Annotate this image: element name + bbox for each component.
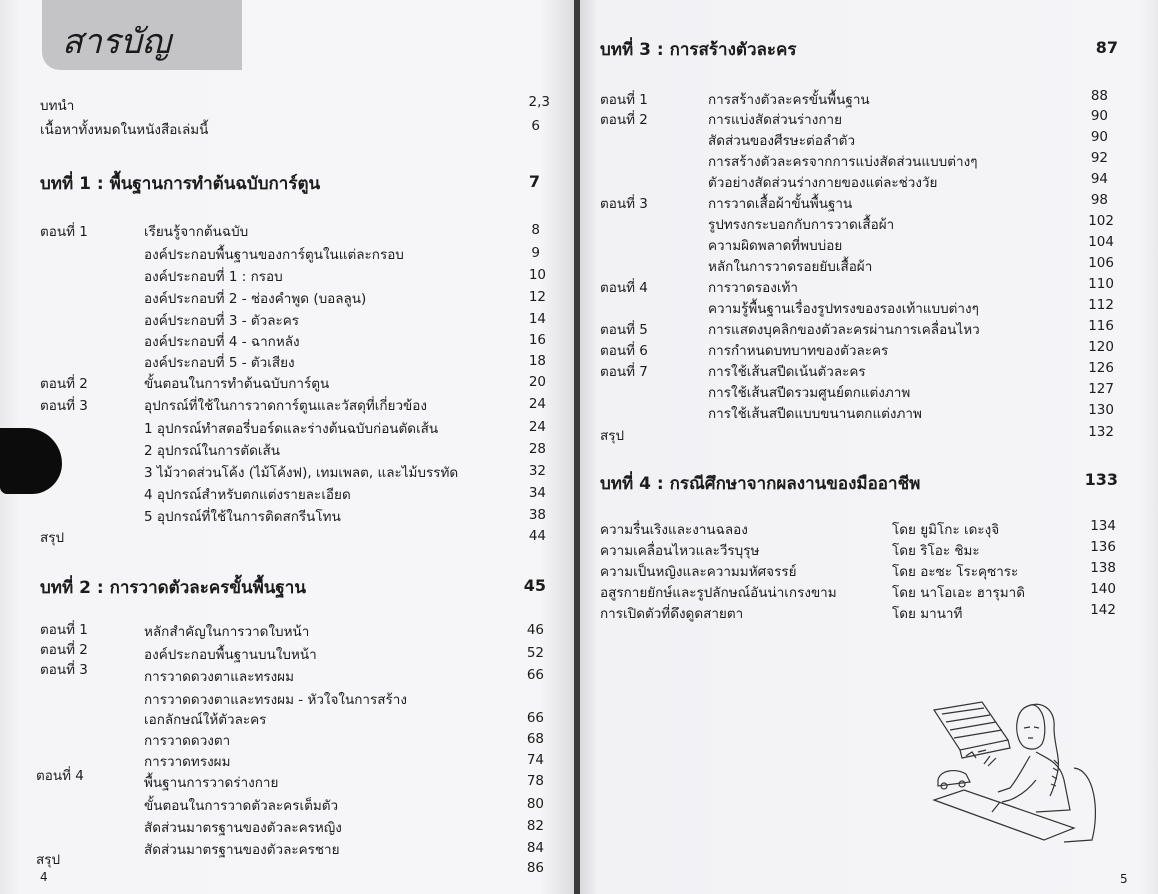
- toc-entry-page: 28: [528, 441, 546, 457]
- case-study-title: ความรื่นเริงและงานฉลอง: [600, 522, 748, 538]
- page-number: 5: [1120, 872, 1128, 886]
- toc-entry-title: บทนำ: [40, 98, 75, 114]
- toc-entry-title: เอกลักษณ์ให้ตัวละคร: [144, 712, 267, 728]
- toc-entry-title: รูปทรงกระบอกกับการวาดเสื้อผ้า: [708, 217, 895, 233]
- section-label: ตอนที่ 1: [40, 224, 88, 240]
- toc-entry-title: ขั้นตอนในการวาดตัวละครเต็มตัว: [144, 798, 339, 814]
- toc-entry-page: 126: [1088, 360, 1114, 376]
- toc-entry-page: 98: [1090, 192, 1108, 208]
- chapter-1-heading: บทที่ 1 : พื้นฐานการทำต้นฉบับการ์ตูน: [40, 174, 321, 194]
- chapter-2-page: 45: [523, 576, 546, 595]
- section-label: ตอนที่ 2: [600, 112, 648, 128]
- summary-label: สรุป: [600, 428, 625, 444]
- toc-entry-page: 12: [528, 289, 546, 305]
- toc-entry-title: การวาดทรงผม: [144, 754, 231, 770]
- case-study-title: ความเป็นหญิงและความมหัศจรรย์: [600, 564, 797, 580]
- toc-entry-title: การวาดดวงตา: [144, 733, 231, 749]
- toc-entry-title: การวาดเสื้อผ้าขั้นพื้นฐาน: [708, 196, 853, 212]
- summary-label: สรุป: [40, 530, 65, 546]
- toc-title: สารบัญ: [62, 22, 171, 62]
- toc-entry-page: 80: [526, 796, 544, 812]
- toc-entry-page: 66: [526, 667, 544, 683]
- toc-entry-title: เรียนรู้จากต้นฉบับ: [144, 224, 249, 240]
- toc-entry-title: การใช้เส้นสปีดเน้นตัวละคร: [708, 364, 866, 380]
- chapter-1-page: 7: [528, 172, 540, 191]
- girl-drawing-illustration: [924, 700, 1114, 850]
- chapter-4-heading: บทที่ 4 : กรณีศึกษาจากผลงานของมืออาชีพ: [600, 474, 921, 494]
- toc-entry-page: 136: [1090, 539, 1116, 555]
- toc-entry-page: 44: [528, 528, 546, 544]
- toc-entry-title: การแสดงบุคลิกของตัวละครผ่านการเคลื่อนไหว: [708, 322, 980, 338]
- toc-entry-page: 68: [526, 731, 544, 747]
- toc-entry-page: 120: [1088, 339, 1114, 355]
- section-label: ตอนที่ 3: [40, 662, 88, 678]
- section-label: ตอนที่ 2: [40, 642, 88, 658]
- toc-entry-page: 52: [526, 645, 544, 661]
- toc-entry-page: 88: [1090, 88, 1108, 104]
- chapter-3-heading: บทที่ 3 : การสร้างตัวละคร: [600, 40, 797, 60]
- toc-entry-title: สัดส่วนมาตรฐานของตัวละครชาย: [144, 842, 340, 858]
- toc-entry-page: 20: [528, 374, 546, 390]
- chapter-2-heading: บทที่ 2 : การวาดตัวละครขั้นพื้นฐาน: [40, 578, 306, 598]
- toc-entry-title: การวาดดวงตาและทรงผม - หัวใจในการสร้าง: [144, 692, 407, 708]
- case-study-title: การเปิดตัวที่ดึงดูดสายตา: [600, 606, 744, 622]
- page-number: 4: [40, 870, 48, 884]
- toc-entry-page: 32: [528, 463, 546, 479]
- toc-entry-title: การแบ่งสัดส่วนร่างกาย: [708, 112, 843, 128]
- toc-entry-title: ขั้นตอนในการทำต้นฉบับการ์ตูน: [144, 376, 330, 392]
- toc-entry-page: 6: [531, 118, 540, 134]
- case-study-author: โดย นาโอเอะ ฮารุมาดิ: [892, 585, 1025, 601]
- section-label: ตอนที่ 3: [40, 398, 88, 414]
- toc-entry-page: 66: [526, 710, 544, 726]
- toc-entry-page: 138: [1090, 560, 1116, 576]
- toc-entry-page: 9: [531, 245, 540, 261]
- toc-entry-page: 8: [531, 222, 540, 238]
- case-study-author: โดย ยูมิโกะ เดะงุจิ: [892, 522, 1000, 538]
- toc-entry-page: 24: [528, 419, 546, 435]
- toc-entry-page: 106: [1088, 255, 1114, 271]
- toc-entry-title: หลักสำคัญในการวาดใบหน้า: [144, 624, 310, 640]
- toc-entry-title: สัดส่วนของศีรษะต่อลำตัว: [708, 133, 856, 149]
- case-study-title: ความเคลื่อนไหวและวีรบุรุษ: [600, 543, 760, 559]
- section-label: ตอนที่ 3: [600, 196, 648, 212]
- summary-label: สรุป: [36, 852, 61, 868]
- chapter-3-page: 87: [1095, 38, 1118, 57]
- toc-entry-title: ความรู้พื้นฐานเรื่องรูปทรงของรองเท้าแบบต่างๆ: [708, 301, 979, 317]
- toc-entry-title: องค์ประกอบที่ 2 - ช่องคำพูด (บอลลูน): [144, 291, 367, 307]
- toc-entry-title: 2 อุปกรณ์ในการตัดเส้น: [144, 443, 280, 459]
- toc-entry-title: การกำหนดบทบาทของตัวละคร: [708, 343, 889, 359]
- case-study-author: โดย อะซะ โระคุซาระ: [892, 564, 1019, 580]
- chapter-4-page: 133: [1084, 470, 1118, 489]
- toc-entry-title: พื้นฐานการวาดร่างกาย: [144, 775, 279, 791]
- toc-entry-page: 102: [1088, 213, 1114, 229]
- toc-entry-page: 130: [1088, 402, 1114, 418]
- toc-entry-title: อุปกรณ์ที่ใช้ในการวาดการ์ตูนและวัสดุที่เกี่ยวข้อง: [144, 398, 427, 414]
- toc-entry-page: 14: [528, 311, 546, 327]
- toc-entry-title: 3 ไม้วาดส่วนโค้ง (ไม้โค้งฟ), เทมเพลต, และไม้บรรทัด: [144, 465, 459, 481]
- toc-entry-title: 5 อุปกรณ์ที่ใช้ในการติดสกรีนโทน: [144, 509, 341, 525]
- section-label: ตอนที่ 6: [600, 343, 648, 359]
- toc-entry-page: 110: [1088, 276, 1114, 292]
- toc-entry-title: การสร้างตัวละครขั้นพื้นฐาน: [708, 92, 870, 108]
- case-study-title: อสูรกายยักษ์และรูปลักษณ์อันน่าเกรงขาม: [600, 585, 837, 601]
- toc-entry-page: 10: [528, 267, 546, 283]
- toc-entry-page: 90: [1090, 129, 1108, 145]
- left-page: [0, 0, 574, 894]
- toc-entry-page: 104: [1088, 234, 1114, 250]
- toc-entry-title: องค์ประกอบที่ 3 - ตัวละคร: [144, 313, 300, 329]
- toc-entry-title: การสร้างตัวละครจากการแบ่งสัดส่วนแบบต่างๆ: [708, 154, 978, 170]
- toc-entry-page: 132: [1088, 424, 1114, 440]
- toc-entry-page: 46: [526, 622, 544, 638]
- toc-entry-page: 82: [526, 818, 544, 834]
- toc-entry-title: ตัวอย่างสัดส่วนร่างกายของแต่ละช่วงวัย: [708, 175, 938, 191]
- section-label: ตอนที่ 7: [600, 364, 648, 380]
- toc-entry-title: เนื้อหาทั้งหมดในหนังสือเล่มนี้: [40, 122, 209, 138]
- toc-entry-page: 116: [1088, 318, 1114, 334]
- toc-entry-title: สัดส่วนมาตรฐานของตัวละครหญิง: [144, 820, 342, 836]
- toc-entry-title: ความผิดพลาดที่พบบ่อย: [708, 238, 843, 254]
- toc-entry-title: องค์ประกอบพื้นฐานของการ์ตูนในแต่ละกรอบ: [144, 247, 404, 263]
- toc-entry-title: การใช้เส้นสปีดรวมศูนย์ตกแต่งภาพ: [708, 385, 911, 401]
- section-label: ตอนที่ 1: [40, 622, 88, 638]
- toc-entry-page: 84: [526, 840, 544, 856]
- section-label: ตอนที่ 4: [600, 280, 648, 296]
- toc-entry-page: 90: [1090, 108, 1108, 124]
- toc-entry-page: 127: [1088, 381, 1114, 397]
- toc-entry-page: 2,3: [528, 94, 550, 110]
- toc-entry-title: การวาดรองเท้า: [708, 280, 798, 296]
- toc-entry-page: 140: [1090, 581, 1116, 597]
- toc-entry-page: 86: [526, 860, 544, 876]
- toc-entry-page: 38: [528, 507, 546, 523]
- toc-entry-page: 92: [1090, 150, 1108, 166]
- toc-entry-page: 18: [528, 353, 546, 369]
- toc-entry-page: 94: [1090, 171, 1108, 187]
- toc-entry-title: องค์ประกอบที่ 5 - ตัวเสียง: [144, 355, 295, 371]
- toc-entry-page: 16: [528, 332, 546, 348]
- toc-entry-title: 1 อุปกรณ์ทำสตอรี่บอร์ดและร่างต้นฉบับก่อนตัดเส้น: [144, 421, 439, 437]
- toc-entry-page: 134: [1090, 518, 1116, 534]
- section-label: ตอนที่ 5: [600, 322, 648, 338]
- section-label: ตอนที่ 1: [600, 92, 648, 108]
- toc-entry-title: 4 อุปกรณ์สำหรับตกแต่งรายละเอียด: [144, 487, 351, 503]
- toc-entry-title: องค์ประกอบที่ 4 - ฉากหลัง: [144, 334, 300, 350]
- toc-entry-page: 34: [528, 485, 546, 501]
- toc-entry-page: 74: [526, 752, 544, 768]
- toc-entry-page: 112: [1088, 297, 1114, 313]
- toc-entry-title: องค์ประกอบพื้นฐานบนใบหน้า: [144, 647, 317, 663]
- toc-entry-title: การวาดดวงตาและทรงผม: [144, 669, 294, 685]
- toc-entry-title: การใช้เส้นสปีดแบบขนานตกแต่งภาพ: [708, 406, 922, 422]
- case-study-author: โดย มานาที: [892, 606, 963, 622]
- toc-entry-page: 78: [526, 773, 544, 789]
- toc-entry-title: องค์ประกอบที่ 1 : กรอบ: [144, 269, 283, 285]
- case-study-author: โดย ริโอะ ชิมะ: [892, 543, 980, 559]
- section-label: ตอนที่ 2: [40, 376, 88, 392]
- section-label: ตอนที่ 4: [36, 768, 84, 784]
- toc-entry-title: หลักในการวาดรอยยับเสื้อผ้า: [708, 259, 873, 275]
- toc-entry-page: 142: [1090, 602, 1116, 618]
- toc-entry-page: 24: [528, 396, 546, 412]
